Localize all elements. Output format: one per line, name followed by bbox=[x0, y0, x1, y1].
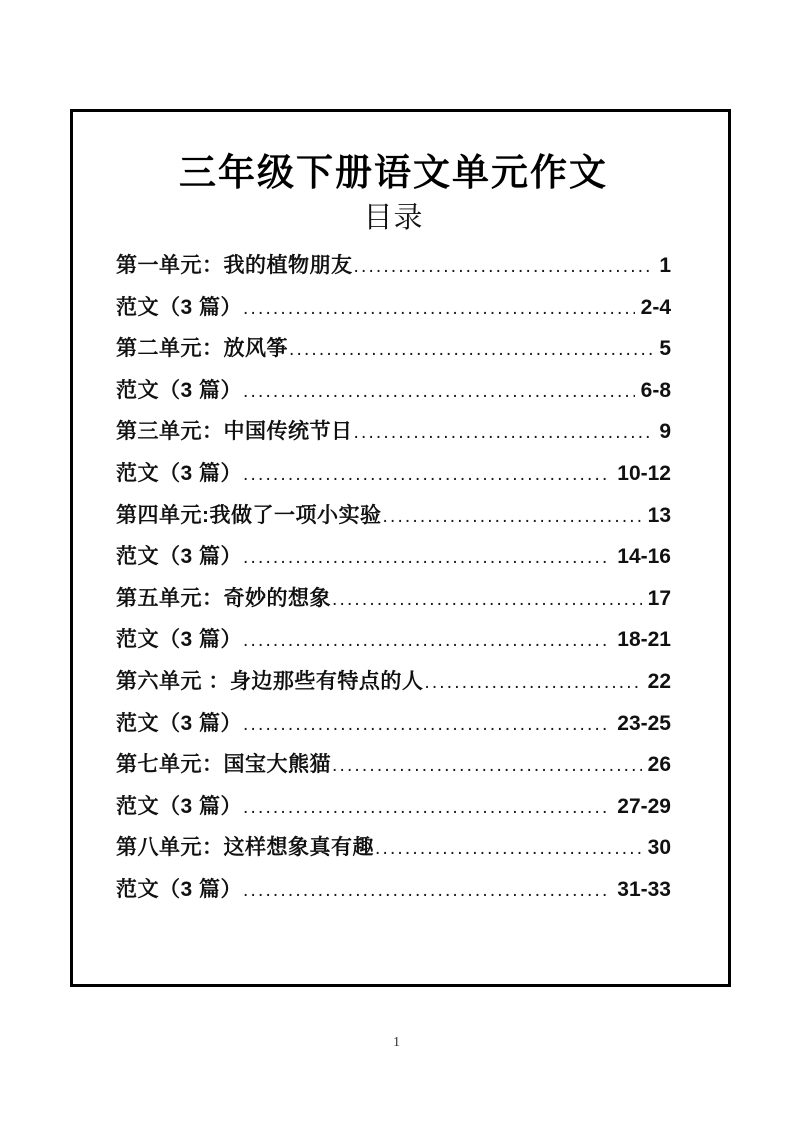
dot-leader bbox=[243, 454, 611, 496]
document-page bbox=[70, 109, 731, 987]
dot-leader bbox=[332, 745, 642, 787]
dot-leader bbox=[383, 496, 642, 538]
toc-entry bbox=[116, 827, 671, 869]
toc-entry-label: 范文（3 篇） bbox=[116, 545, 243, 569]
toc-entry bbox=[116, 245, 671, 287]
toc-entry-page-number: 23-25 bbox=[617, 711, 671, 735]
document-title: 三年级下册语文单元作文 bbox=[179, 152, 608, 193]
toc-entry-label: 范文（3 篇） bbox=[116, 628, 243, 652]
table-of-contents bbox=[116, 245, 671, 911]
dot-leader bbox=[424, 662, 641, 704]
toc-entry bbox=[116, 703, 671, 745]
toc-entry bbox=[116, 411, 671, 453]
toc-entry-label: 第五单元：奇妙的想象 bbox=[116, 586, 331, 610]
page-content bbox=[73, 112, 728, 911]
toc-entry-page-number: 31-33 bbox=[617, 877, 671, 901]
toc-entry-label: 第一单元：我的植物朋友 bbox=[116, 254, 353, 277]
toc-entry-label: 范文（3 篇） bbox=[116, 461, 243, 485]
toc-entry-label: 第四单元:我做了一项小实验 bbox=[116, 503, 382, 527]
toc-entry-page-number: 22 bbox=[647, 669, 671, 693]
toc-entry bbox=[116, 453, 671, 495]
toc-entry-page-number: 1 bbox=[659, 254, 671, 277]
toc-entry bbox=[116, 786, 671, 828]
toc-entry bbox=[116, 578, 671, 620]
toc-entry-label: 范文（3 篇） bbox=[116, 378, 243, 402]
toc-entry-page-number: 18-21 bbox=[617, 628, 671, 652]
dot-leader bbox=[243, 787, 611, 829]
toc-entry-page-number: 10-12 bbox=[617, 461, 671, 485]
toc-entry-label: 范文（3 篇） bbox=[116, 877, 243, 901]
toc-entry bbox=[116, 370, 671, 412]
dot-leader bbox=[243, 288, 635, 330]
toc-entry bbox=[116, 661, 671, 703]
toc-entry bbox=[116, 744, 671, 786]
toc-entry bbox=[116, 287, 671, 329]
toc-entry-label: 第六单元 ：身边那些有特点的人 bbox=[116, 669, 424, 693]
toc-entry-page-number: 5 bbox=[659, 337, 671, 361]
toc-entry-page-number: 2-4 bbox=[640, 295, 671, 319]
toc-entry-label: 第二单元：放风筝 bbox=[116, 337, 288, 361]
toc-entry-label: 范文（3 篇） bbox=[116, 794, 243, 818]
dot-leader bbox=[375, 828, 642, 870]
dot-leader bbox=[243, 537, 611, 579]
toc-entry-page-number: 30 bbox=[647, 836, 671, 860]
toc-entry bbox=[116, 328, 671, 370]
dot-leader bbox=[243, 371, 635, 413]
toc-entry-label: 范文（3 篇） bbox=[116, 295, 243, 319]
toc-entry-label: 第七单元：国宝大熊猫 bbox=[116, 753, 331, 777]
toc-entry-page-number: 9 bbox=[659, 420, 671, 444]
toc-entry-label: 第八单元：这样想象真有趣 bbox=[116, 836, 374, 860]
dot-leader bbox=[332, 579, 642, 621]
toc-entry bbox=[116, 536, 671, 578]
dot-leader bbox=[354, 246, 654, 288]
toc-entry bbox=[116, 619, 671, 661]
toc-entry-page-number: 13 bbox=[647, 503, 671, 527]
toc-entry bbox=[116, 869, 671, 911]
dot-leader bbox=[289, 329, 653, 371]
toc-entry-page-number: 27-29 bbox=[617, 794, 671, 818]
toc-heading: 目录 bbox=[363, 202, 424, 234]
toc-entry bbox=[116, 495, 671, 537]
dot-leader bbox=[243, 870, 611, 912]
toc-entry-page-number: 26 bbox=[647, 753, 671, 777]
toc-entry-page-number: 17 bbox=[647, 586, 671, 610]
toc-entry-label: 范文（3 篇） bbox=[116, 711, 243, 735]
toc-entry-label: 第三单元：中国传统节日 bbox=[116, 420, 353, 444]
footer-page-number: 1 bbox=[393, 1035, 400, 1050]
toc-entry-page-number: 6-8 bbox=[640, 378, 671, 402]
dot-leader bbox=[354, 412, 654, 454]
dot-leader bbox=[243, 620, 611, 662]
dot-leader bbox=[243, 704, 611, 746]
toc-entry-page-number: 14-16 bbox=[617, 545, 671, 569]
